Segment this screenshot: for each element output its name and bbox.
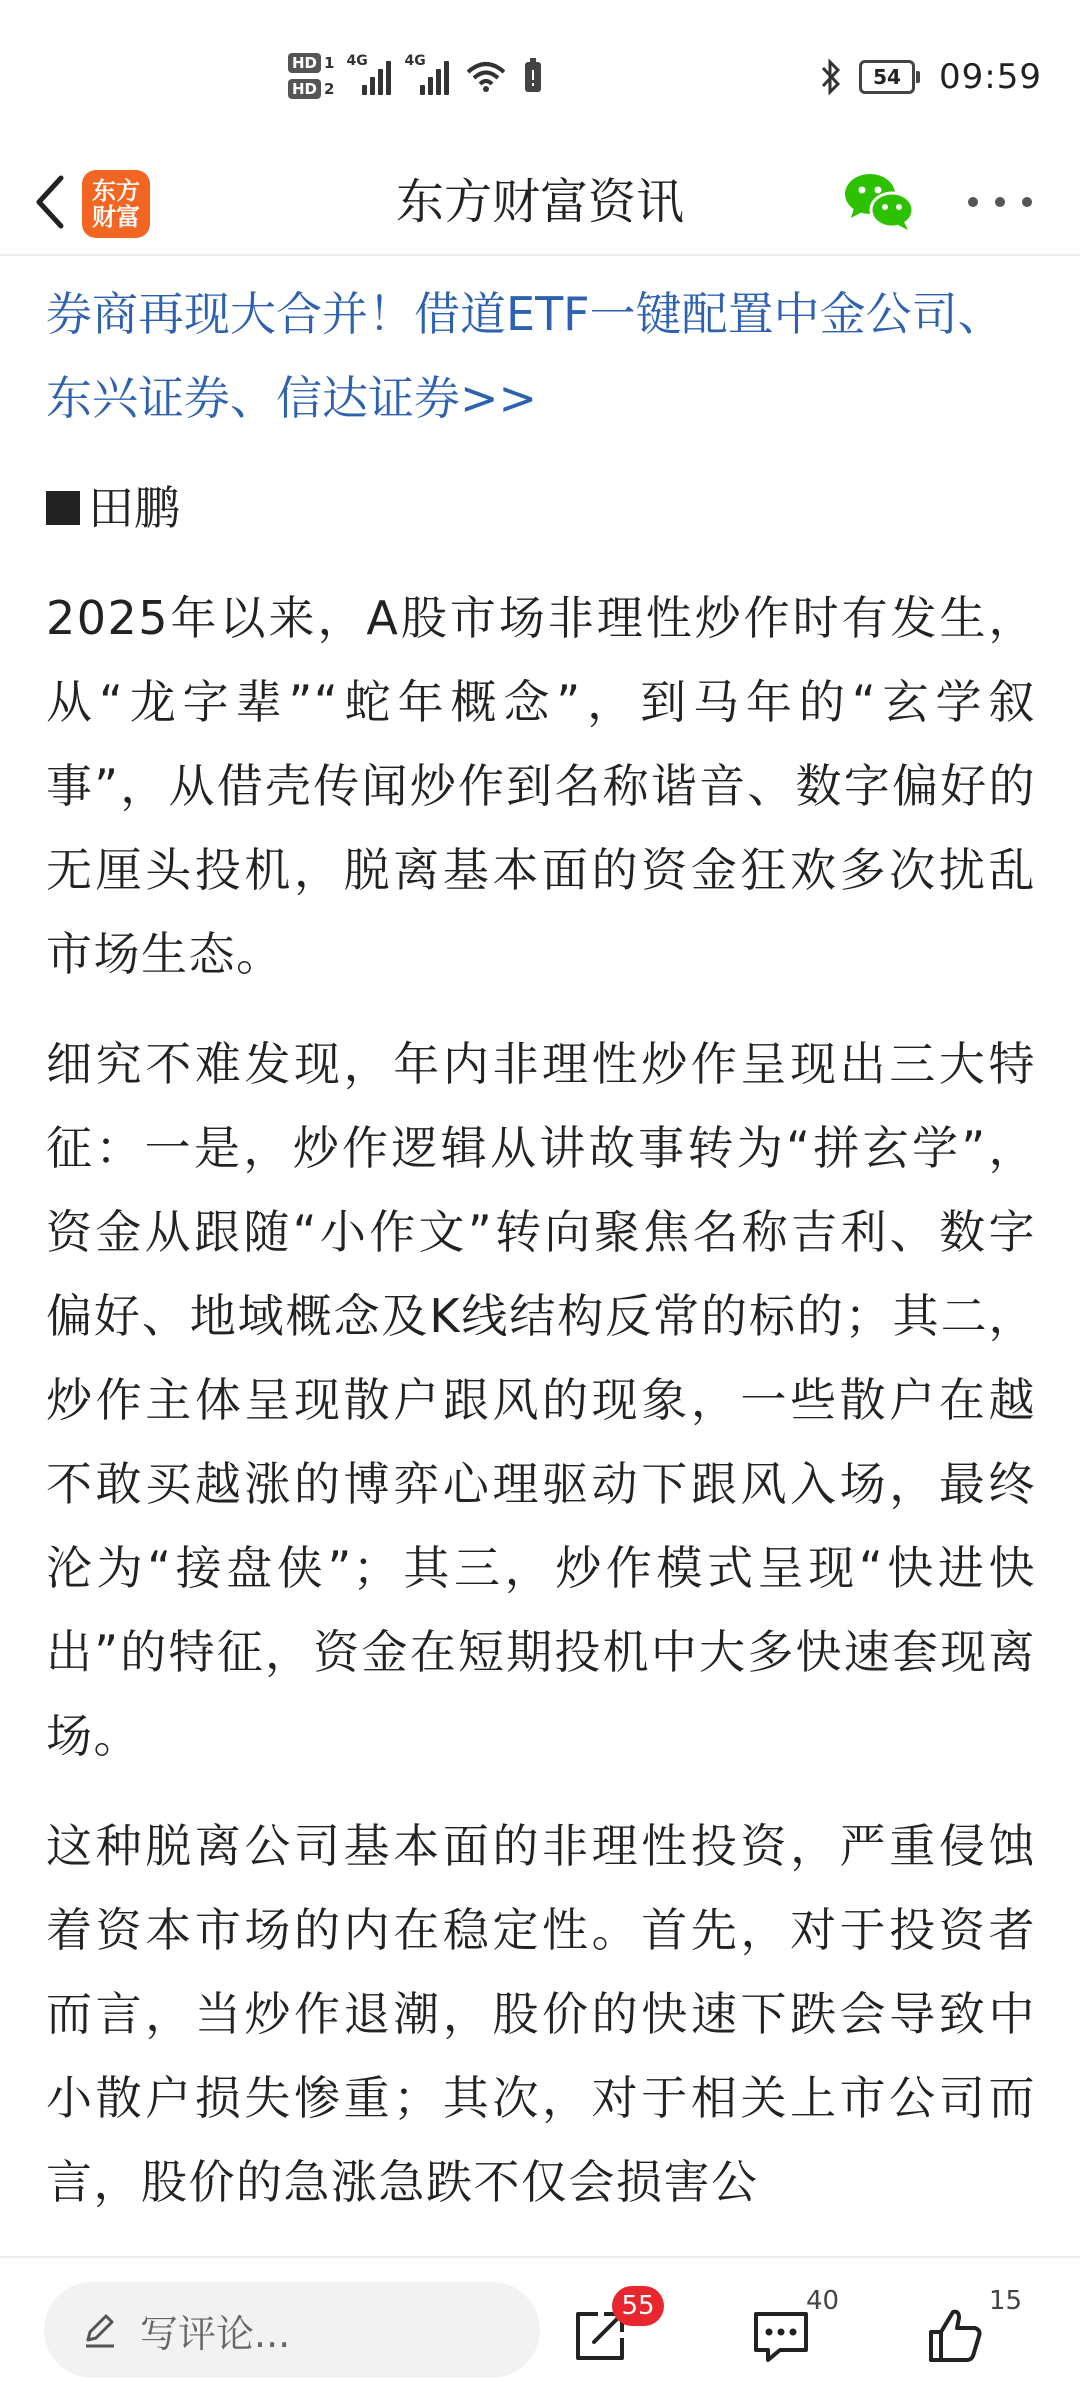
more-dot bbox=[995, 197, 1005, 207]
logo-text-top: 东方 bbox=[92, 177, 140, 205]
status-right bbox=[819, 52, 1042, 102]
bottom-action-bar bbox=[0, 2256, 1080, 2402]
like-button[interactable] bbox=[915, 2286, 1023, 2376]
network-type-1: 4G bbox=[346, 53, 368, 69]
article-paragraph-3: 这种脱离公司基本面的非理性投资，严重侵蚀着资本市场的内在稳定性。首先，对于投资者而言，当炒作退潮，股价的快速下跌会导致中小散户损失惨重；其次，对于相关上市公司而言，股价的急涨急跌不仅会损害公 bbox=[46, 1819, 1036, 2209]
clock: 09:59 bbox=[939, 57, 1042, 97]
comment-placeholder: 写评论... bbox=[140, 2311, 291, 2356]
page-title: 东方财富资讯 bbox=[395, 174, 684, 230]
logo-text-bottom: 财富 bbox=[92, 203, 140, 231]
hd-sim-2: 2 bbox=[324, 80, 335, 98]
share-button[interactable] bbox=[560, 2286, 655, 2376]
thumbs-up-icon bbox=[925, 2306, 987, 2366]
more-dot bbox=[1022, 197, 1032, 207]
hd-label-1: HD bbox=[288, 53, 321, 73]
phone-battery-icon bbox=[522, 58, 544, 94]
back-arrow-icon bbox=[33, 174, 67, 230]
bluetooth-icon bbox=[819, 58, 843, 96]
article-paragraph-2: 细究不难发现，年内非理性炒作呈现出三大特征：一是，炒作逻辑从讲故事转为“拼玄学”，资金从跟随“小作文”转向聚焦名称吉利、数字偏好、地域概念及K线结构反常的标的；其二，炒作主体呈现散户跟风的现象，一些散户在越不敢买越涨的博弈心理驱动下跟风入场，最终沦为“接盘侠”；其三，炒作模式呈现“快进快出”的特征，资金在短期投机中大多快速套现离场。 bbox=[46, 1037, 1036, 1763]
author-square-icon bbox=[46, 491, 80, 525]
pen-icon bbox=[80, 2310, 120, 2350]
wifi-icon bbox=[464, 58, 508, 94]
battery-indicator: 54 bbox=[859, 60, 915, 94]
article-body bbox=[46, 258, 1036, 2224]
hd-sim-1: 1 bbox=[324, 54, 335, 72]
network-type-2: 4G bbox=[404, 53, 426, 69]
share-count-badge: 55 bbox=[612, 2286, 664, 2326]
status-bar bbox=[0, 0, 1080, 150]
hd-label-2: HD bbox=[288, 79, 321, 99]
comments-button[interactable] bbox=[740, 2286, 840, 2376]
comment-count: 40 bbox=[806, 2286, 840, 2316]
app-logo[interactable] bbox=[82, 170, 150, 238]
hd-indicators bbox=[288, 53, 334, 99]
wechat-icon bbox=[842, 168, 916, 234]
author-line bbox=[46, 466, 1036, 550]
status-left bbox=[288, 46, 544, 106]
like-count: 15 bbox=[989, 2286, 1023, 2316]
back-button[interactable] bbox=[20, 162, 80, 242]
author-name: 田鹏 bbox=[88, 481, 180, 535]
wechat-share-button[interactable] bbox=[842, 168, 916, 234]
promo-link[interactable]: 券商再现大合并！借道ETF一键配置中金公司、东兴证券、信达证券>> bbox=[46, 287, 1004, 425]
article-paragraph-1: 2025年以来，A股市场非理性炒作时有发生，从“龙字辈”“蛇年概念”，到马年的“玄学叙事”，从借壳传闻炒作到名称谐音、数字偏好的无厘头投机，脱离基本面的资金狂欢多次扰乱市场生态。 bbox=[46, 591, 1036, 981]
more-button[interactable] bbox=[968, 182, 1032, 222]
signal-icon-2 bbox=[404, 53, 450, 95]
comment-input[interactable] bbox=[44, 2282, 540, 2378]
comment-icon bbox=[750, 2306, 812, 2366]
header bbox=[0, 150, 1080, 256]
signal-icon-1 bbox=[346, 53, 392, 95]
more-dot bbox=[968, 197, 978, 207]
